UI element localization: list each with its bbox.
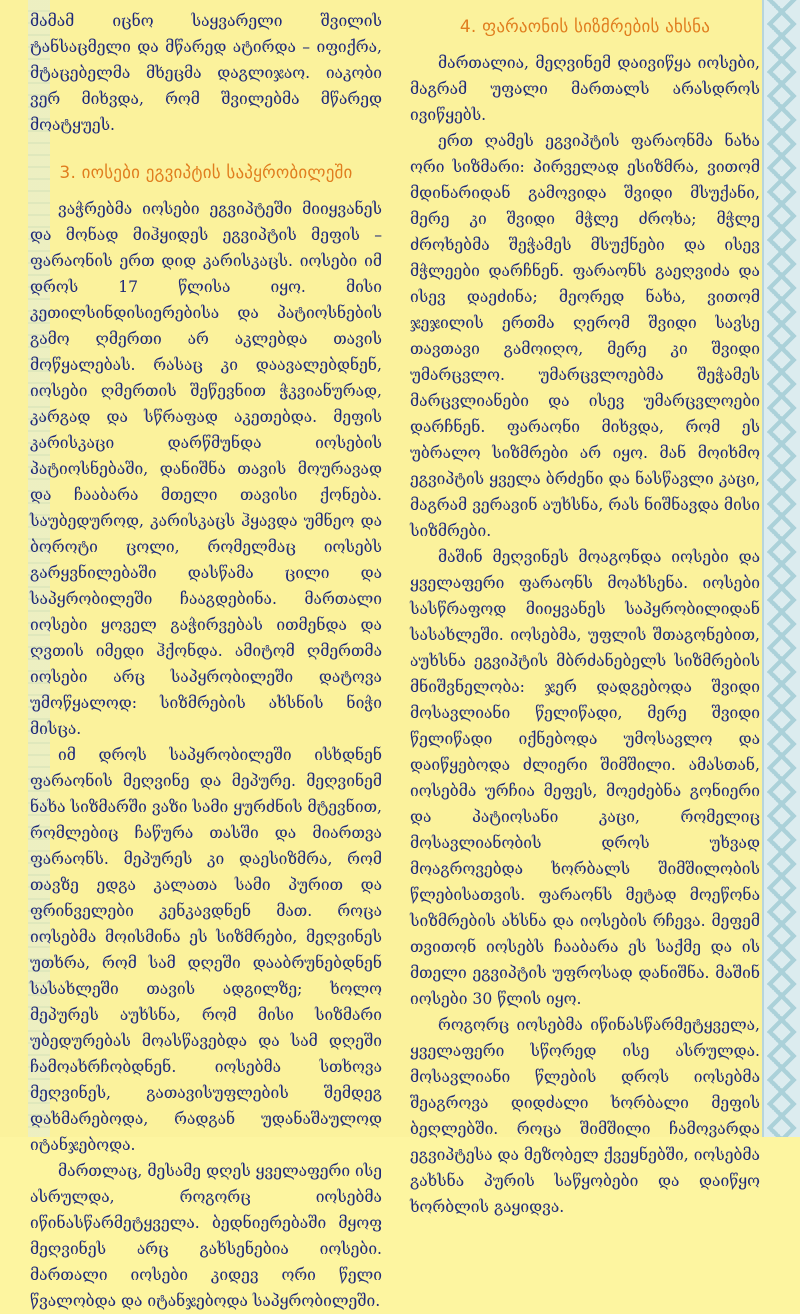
border-zigzag-pattern	[764, 0, 800, 1137]
section-4-paragraph-3: მაშინ მეღვინეს მოაგონდა იოსები და ყველაფერი ფარაონს მოახსენა. იოსები სასწრაფოდ მიიყვანეს საპყრობილიდან სასახლეში. იოსებმა, უფლის შთაგონებით, აუხსნა ეგვიპტის მბრძანებელს სიზმრების მნიშვნელობა: ჯერ დადგებოდა შვიდი მოსავლიანი წელიწადი, მერე შვიდი წელიწადი იქნებოდა უმოსავლო და დაიწყებოდა ძლიერი შიმშილი. ამასთან, იოსებმა ურჩია მეფეს, მოეძებნა გონიერი და პატიოსანი კაცი, რომელიც მოსავლიანობის დროს უხვად მოაგროვებდა ხორბალს შიმშილობის წლებისათვის. ფარაონს მეტად მოეწონა სიზმრების ახსნა და იოსების რჩევა. მეფემ თვითონ იოსებს ჩააბარა ეს საქმე და ის მთელი ეგვიპტის უფროსად დანიშნა. მაშინ იოსები 30 წლის იყო.	[410, 548, 760, 1008]
section-3-heading: 3. იოსები ეგვიპტის საპყრობილეში	[59, 163, 353, 183]
section-4-paragraph-4: როგორც იოსებმა იწინასწარმეტყველა, ყველაფერი სწორედ ისე ასრულდა. მოსავლიანი წლების დროს იოსებმა შეაგროვა დიდძალი ხორბალი მეფის ბეღლებში. როცა შიმშილი ჩამოვარდა ეგვიპტესა და მეზობელ ქვეყნებში, იოსებმა გახსნა პურის საწყობები და დაიწყო ხორბლის გაყიდვა.	[410, 1016, 760, 1216]
section-3-paragraph-1: ვაჭრებმა იოსები ეგვიპტეში მიიყვანეს და მონად მიჰყიდეს ეგვიპტის მეფის – ფარაონის ერთ დიდ კარისკაცს. იოსები იმ დროს 17 წლისა იყო. მისი კეთილსინდისიერებისა და პატიოსნების გამო ღმერთი არ აკლებდა თავის მოწყალებას. რასაც კი დაავალებდნენ, იოსები ღმერთის შეწევნით ჭკვიანურად, კარგად და სწრაფად აკეთებდა. მეფის კარისკაცი დარწმუნდა იოსების პატიოსნებაში, დანიშნა თავის მოურავად და ჩააბარა მთელი თავისი ქონება. საუბედუროდ, კარისკაცს ჰყავდა უმნეო და ბოროტი ცოლი, რომელმაც იოსებს გარყვნილებაში დასწამა ცილი და საპყრობილეში ჩააგდებინა. მართალი იოსები ყოველ გაჭირვებას ითმენდა და ღვთის იმედი ჰქონდა. ამიტომ ღმერთმა იოსები არც საპყრობილეში დატოვა უმოწყალოდ: სიზმრების ახსნის ნიჭი მისცა.	[30, 200, 382, 738]
section-3-paragraph-2: იმ დროს საპყრობილეში ისხდნენ ფარაონის მეღვინე და მეპურე. მეღვინემ ნახა სიზმარში ვაზი სამი ყურძნის მტევნით, რომლებიც ჩაწურა თასში და მიართვა ფარაონს. მეპურეს კი დაესიზმრა, რომ თავზე ედგა კალათა სამი პურით და ფრინველები კენკავდნენ მათ. როცა იოსებმა მოისმინა ეს სიზმრები, მეღვინეს უთხრა, რომ სამ დღეში დააბრუნებდნენ სასახლეში თავის ადგილზე; ხოლო მეპურეს აუხსნა, რომ მისი სიზმარი უბედურებას მოასწავებდა და სამ დღეში ჩამოახრჩობდნენ. იოსებმა სთხოვა მეღვინეს, გათავისუფლების შემდეგ დახმარებოდა, რადგან უდანაშაულოდ იტანჯებოდა.	[30, 746, 382, 1154]
right-decorative-border	[762, 0, 800, 1137]
intro-paragraph: მამამ იცნო საყვარელი შვილის ტანსაცმელი და მწარედ ატირდა – იფიქრა, მტაცებელმა მხეცმა დაგლიჯაო. იაკობი ვერ მიხვდა, რომ შვილებმა მწარედ მოატყუეს.	[30, 12, 382, 134]
section-4-paragraph-1: მართალია, მეღვინემ დაივიწყა იოსები, მაგრამ უფალი მართალს არასდროს ივიწყებს.	[410, 54, 760, 124]
left-column	[30, 8, 382, 1314]
section-4-paragraph-2: ერთ ღამეს ეგვიპტის ფარაონმა ნახა ორი სიზმარი: პირველად ესიზმრა, ვითომ მდინარიდან გამოვიდა შვიდი მსუქანი, მერე კი შვიდი მჭლე ძროხა; მჭლე ძროხებმა შეჭამეს მსუქნები და ისევ მჭლეები დარჩნენ. ფარაონს გაეღვიძა და ისევ დაეძინა; მეორედ ნახა, ვითომ ჯეჯილის ერთმა ღერომ შვიდი სავსე თავთავი გამოიღო, მერე კი შვიდი უმარცვლო. უმარცვლოებმა შეჭამეს მარცვლიანები და ისევ უმარცვლოები დარჩნენ. ფარაონი მიხვდა, რომ ეს უბრალო სიზმრები არ იყო. მან მოიხმო ეგვიპტის ყველა ბრძენი და ნასწავლი კაცი, მაგრამ ვერავინ აუხსნა, რას ნიშნავდა მისი სიზმრები.	[410, 132, 760, 540]
section-4-heading: 4. ფარაონის სიზმრების ახსნა	[459, 17, 711, 37]
section-3-paragraph-3: მართლაც, მესამე დღეს ყველაფერი ისე ასრულდა, როგორც იოსებმა იწინასწარმეტყველა. ბედნიერებაში მყოფ მეღვინეს არც გახსენებია იოსები. მართალი იოსები კიდევ ორი წელი წვალობდა და იტანჯებოდა საპყრობილეში.	[30, 1162, 382, 1310]
right-column	[410, 8, 760, 1220]
